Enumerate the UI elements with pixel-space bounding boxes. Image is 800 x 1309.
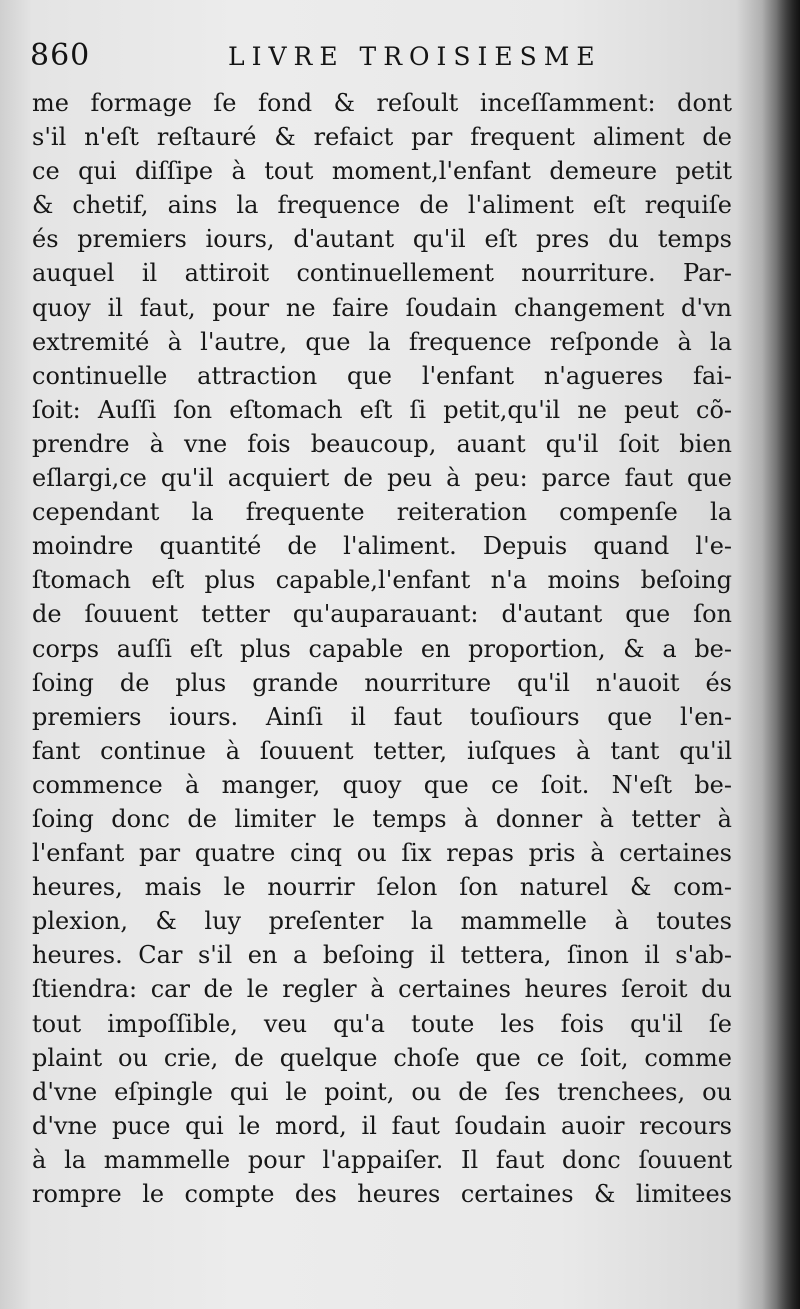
text-line: plaint ou crie, de quelque choſe que ce ſoit, comme — [32, 1043, 732, 1072]
text-line: tout impoſſible, veu qu'a toute les fois qu'il ſe — [32, 1009, 732, 1038]
text-line: ſtomach eſt plus capable,l'enfant n'a moins beſoing — [32, 566, 732, 595]
text-line: l'enfant par quatre cinq ou ſix repas pris à certaines — [32, 839, 732, 868]
text-line: ſoing de plus grande nourriture qu'il n'auoit és — [32, 668, 732, 697]
body-text — [32, 86, 732, 1211]
text-line: és premiers iours, d'autant qu'il eſt pres du temps — [32, 225, 732, 254]
text-line: ce qui diſſipe à tout moment,l'enfant demeure petit — [32, 157, 732, 186]
text-line: premiers iours. Ainſi il faut touſiours que l'en- — [32, 702, 732, 731]
text-line: eſlargi,ce qu'il acquiert de peu à peu: parce faut que — [32, 464, 732, 493]
page-number: 860 — [30, 38, 91, 73]
text-line: cependant la frequente reiteration compenſe la — [32, 498, 732, 527]
text-line: ſoing donc de limiter le temps à donner à tetter à — [32, 804, 732, 833]
text-line: & chetif, ains la frequence de l'aliment eſt requiſe — [32, 191, 732, 220]
text-line: me formage ſe fond & reſoult inceſſamment: dont — [32, 89, 732, 117]
page-header — [30, 38, 750, 82]
text-line: moindre quantité de l'aliment. Depuis quand l'e- — [32, 532, 732, 561]
text-line: prendre à vne fois beaucoup, auant qu'il ſoit bien — [32, 429, 732, 458]
running-head: LIVRE TROISIESME — [228, 42, 602, 71]
text-line: corps auſſi eſt plus capable en proportion, & a be- — [32, 634, 732, 663]
text-line: continuelle attraction que l'enfant n'agueres fai- — [32, 361, 732, 390]
text-line: heures. Car s'il en a beſoing il tettera, ſinon il s'ab- — [32, 941, 732, 970]
text-line: fant continue à ſouuent tetter, iuſques à tant qu'il — [32, 736, 732, 765]
text-line: commence à manger, quoy que ce ſoit. N'eſt be- — [32, 770, 732, 799]
text-line: plexion, & luy preſenter la mammelle à toutes — [32, 907, 732, 936]
text-line: s'il n'eſt reſtauré & refaict par frequent aliment de — [32, 123, 732, 152]
text-line: heures, mais le nourrir ſelon ſon naturel & com- — [32, 873, 732, 902]
text-line: ſtiendra: car de le regler à certaines heures ſeroit du — [32, 975, 732, 1004]
text-line: quoy il faut, pour ne faire ſoudain changement d'vn — [32, 293, 732, 322]
text-line: auquel il attiroit continuellement nourriture. Par- — [32, 259, 732, 288]
text-line: rompre le compte des heures certaines & limitees — [32, 1180, 732, 1208]
text-line: ſoit: Auſſi ſon eſtomach eſt ſi petit,qu'il ne peut cõ- — [32, 395, 732, 424]
text-line: à la mammelle pour l'appaiſer. Il faut donc ſouuent — [32, 1145, 732, 1174]
text-line: extremité à l'autre, que la frequence reſponde à la — [32, 327, 732, 356]
text-line: de ſouuent tetter qu'auparauant: d'autant que ſon — [32, 600, 732, 629]
text-line: d'vne eſpingle qui le point, ou de ſes trenchees, ou — [32, 1077, 732, 1106]
text-line: d'vne puce qui le mord, il faut ſoudain auoir recours — [32, 1111, 732, 1140]
